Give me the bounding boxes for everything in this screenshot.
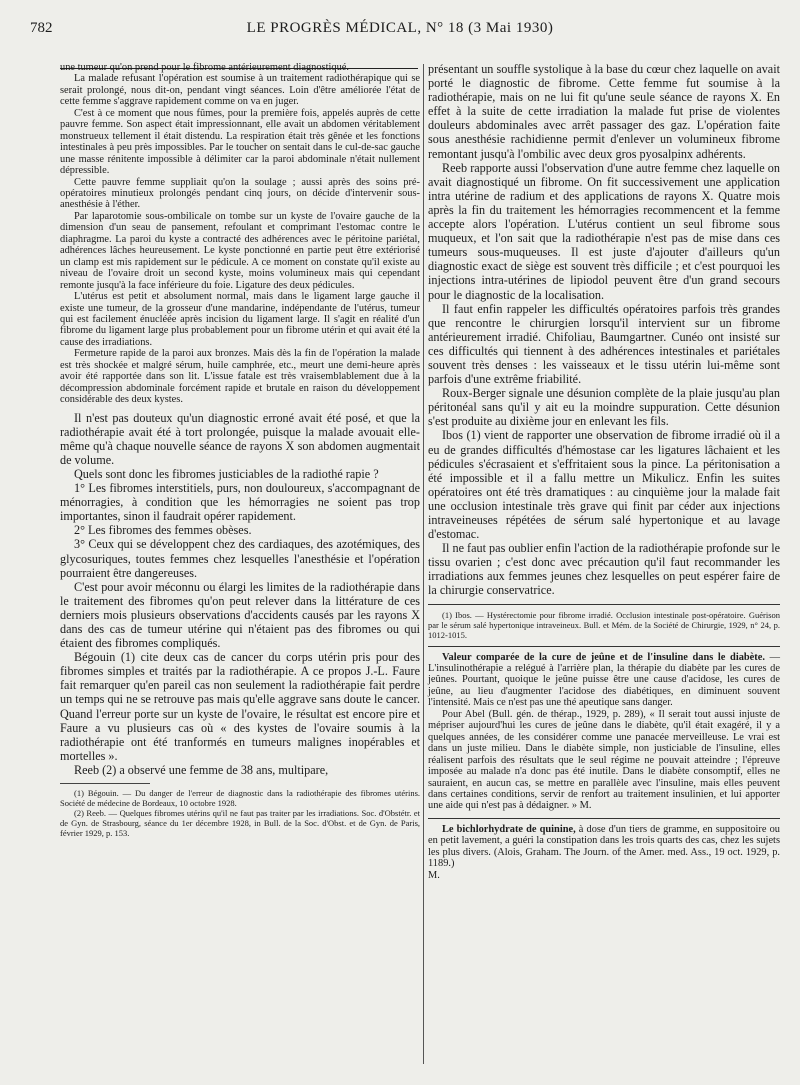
paragraph: C'est à ce moment que nous fûmes, pour la première fois, appelés auprès de cette pauvre femme. Son aspect était impressionnant, elle avait un abdomen véritablement monstrueux tellement il était distendu. La respiration était très gênée et les fonctions intestinales à peu près impossibles. Par le toucher on sentait dans le cul-de-sac gauche une masse rénitente impossible à délimiter car la paroi abdominale n'était nullement dépressible. bbox=[60, 107, 420, 177]
paragraph: Il ne faut pas oublier enfin l'action de la radiothérapie profonde sur le tissu ovarien ; c'est donc avec précaution qu'il faut recommander les irradiations aux femmes jeunes chez lesquelles on peut espérer faire de la chirurgie conservatrice. bbox=[428, 541, 780, 598]
paragraph: Reeb rapporte aussi l'observation d'une autre femme chez laquelle on avait diagnostiqué un fibrome. On fit successivement une application intra utérine de radium et des applications de rayons X. Quatre mois après la fin du traitement les hémorragies recommencent et la femme accepte alors l'opération. L'utérus contient un seul fibrome sous muqueux, et l'on sait que la radiothérapie n'est pas de mise dans ces tumeurs sous-muqueuses. Il est juste d'ajouter d'ailleurs qu'un diagnostic exact de siège est souvent très difficile ; et c'est pourquoi les injections intra-utérines de lipiodol peuvent être d'un grand secours pour le diagnostic de la localisation. bbox=[428, 160, 780, 302]
page-number: 782 bbox=[30, 20, 53, 36]
paragraph: Quels sont donc les fibromes justiciables de la radiothé rapie ? bbox=[74, 466, 379, 481]
footnote-rule bbox=[60, 783, 150, 784]
running-header bbox=[30, 20, 770, 40]
abstract-body: à dose d'un tiers de gramme, en suppositoire ou en petit lavement, a guéri la constipation dans les trois quarts des cas, chez les sujets les plus divers. (Alois, Graham. The Journ. of the Amer. med. Ass., 19 oct. 1929, p. 1189.) bbox=[428, 823, 780, 870]
section-rule bbox=[428, 646, 780, 647]
paragraph: une tumeur qu'on prend pour le fibrome antérieurement diagnostiqué. bbox=[60, 62, 349, 73]
paragraph: L'utérus est petit et absolument normal, mais dans le ligament large gauche il existe une tumeur, de la grosseur d'une mandarine, indépendante de l'utérus, tumeur qui est facilement énucléée après incision du ligament large. Il s'agit en réalité d'un fibrome du ligament large plus probablement pour un fibrome utérin et qui avait été la cause des irradiations. bbox=[60, 291, 420, 348]
paragraph: Ibos (1) vient de rapporter une observation de fibrome irradié où il a eu de grandes difficultés d'hémostase car les ligatures lâchaient et les pédicules s'écrasaient et s'effritaient sous la pince. La péritonisation a été impossible et il a fallu mettre un Mikulicz. Enfin les suites opératoires ont été très dramatiques : au cinquième jour la malade fait une occlusion intestinale très grave qui finit par céder aux injections intraveineuses répétées de sérum salé hypertonique et au lavage d'estomac. bbox=[428, 428, 780, 542]
footnote: (1) Bégouin. — Du danger de l'erreur de diagnostic dans la radiothérapie des fibromes utérins. Société de médecine de Bordeaux, 10 octobre 1928. bbox=[60, 788, 420, 809]
journal-title: LE PROGRÈS MÉDICAL, N° 18 (3 Mai 1930) bbox=[246, 20, 554, 36]
paragraph: C'est pour avoir méconnu ou élargi les limites de la radiothérapie dans le traitement des fibromes qu'on peut relever dans la littérature de ces derniers mois plusieurs observations d'accidents causés par les rayons X dans des cas de tumeur utérine qui n'étaient pas des fibromes ou qui étaient des fibromes compliqués. bbox=[60, 579, 420, 651]
paragraph: Par laparotomie sous-ombilicale on tombe sur un kyste de l'ovaire gauche de la dimension d'un seau de pansement, refoulant et comprimant l'estomac contre le diaphragme. La paroi du kyste a contracté des adhérences avec le péritoine pariétal, adhérences lâches heureusement. Le kyste ponctionné en partie peut être extériorisé un clamp est mis rapidement sur le pédicule. A ce moment on constate qu'il existe au niveau de l'ovaire droit un second kyste, moins volumineux mais qui cependant remonte jusqu'à la face inférieure du foie. Ligature des deux pédicules. bbox=[60, 210, 420, 291]
section-rule bbox=[428, 818, 780, 819]
right-column bbox=[428, 62, 780, 881]
paragraph: 2° Les fibromes des femmes obèses. bbox=[74, 523, 252, 538]
paragraph: Il faut enfin rappeler les difficultés opératoires parfois très grandes que rencontre le chirurgien lorsqu'il intervient sur un fibrome antérieurement irradié. Chifoliau, Baumgartner. Cunéo ont insisté sur ces difficultés qui tiennent à des adhérences intestinales et pariétales souvent très denses : les vaisseaux et le tissu utérin lui-même sont parfois d'une extrême friabilité. bbox=[428, 301, 780, 387]
paragraph: Bégouin (1) cite deux cas de cancer du corps utérin pris pour des fibromes simples et traités par la radiothérapie. A ce propos J.-L. Faure fait remarquer qu'en pareil cas non seulement la radiothérapie fait perdre un temps qui ne se retrouve pas mais qu'elle aggrave sans doute le cancer. Quand l'erreur porte sur un kyste de l'ovaire, le résultat est encore pire et Faure a vu plusieurs cas où « des kystes de l'ovaire soumis à la radiothérapie ont été tranformés en tumeurs malignes inopérables et mortelles ». bbox=[60, 650, 420, 763]
signature: M. bbox=[428, 869, 440, 881]
paragraph: Fermeture rapide de la paroi aux bronzes. Mais dès la fin de l'opération la malade est très shockée et malgré sérum, huile camphrée, etc., meurt une demi-heure après avoir été rapportée dans son lit. L'issue fatale est très vraisemblablement due à la décompression abdominale forcément rapide et brutale en raison du développement considérable des deux kystes. bbox=[60, 348, 420, 406]
abstract-quinine bbox=[428, 824, 780, 870]
paragraph: présentant un souffle systolique à la base du cœur chez laquelle on avait porté le diagnostic de fibrome. Cette femme fut soumise à la radiothérapie, mais on ne lui fit qu'une seule séance de rayons X. En effet à la suite de cette irradiation la malade fut prise de violentes douleurs abdominales avec arrêt passager des gaz. L'opération faite sous anesthésie rachidienne permit d'enlever un volumineux fibrome remontant jusqu'à l'ombilic avec deux gros pyosalpinx adhérents. bbox=[428, 62, 780, 161]
footnote: (2) Reeb. — Quelques fibromes utérins qu'il ne faut pas traiter par les irradiations. Soc. d'Obstétr. et de Gyn. de Strasbourg, séance du 1er décembre 1928, in Bull. de la Soc. d'Obst. et de Gyn. de Paris, février 1929, p. 153. bbox=[60, 808, 420, 839]
abstract-body-continued: Pour Abel (Bull. gén. de thérap., 1929, p. 289), « Il serait tout aussi injuste de mépriser aujourd'hui les cures de jeûne dans le diabète, qu'il était exagéré, il y a quelques années, de les considérer comme une panacée merveilleuse. Le vrai est dans un juste milieu. Dans le diabète simple, non justiciable de l'insuline, elles réalisent parfois des résultats que le seul régime ne pouvait atteindre ; l'épreuve imposée au malade n'a donc pas été inutile. Dans le diabète consomptif, elles ne sauraient, en aucun cas, se mettre en parallèle avec l'insuline, mais elles peuvent dans certaines conditions, servir de renfort au traitement insulinien, et lui apporter une aide qui n'est pas à dédaigner. » M. bbox=[428, 708, 780, 812]
left-column bbox=[60, 62, 420, 838]
paragraph: Il n'est pas douteux qu'un diagnostic erroné avait été posé, et que la radiothérapie avait été à tort prolongée, puisque la malade avouait elle-même qu'à chaque nouvelle séance de rayons X son abdomen augmentait de volume. bbox=[60, 410, 420, 467]
abstract-body: — L'insulinothérapie a relégué à l'arrière plan, la thérapie du diabète par les cures de jeûnes. Pourtant, quoique le jeûne puisse être une cause d'acidose, les cures de jeûne, au lieu d'augmenter l'acidose des diabétiques, en diminuent souvent l'intensité. Mais ce n'est pas une thé apeutique sans danger. bbox=[428, 651, 780, 709]
paragraph: La malade refusant l'opération est soumise à un traitement radiothérapique qui se serait prolongé, nous dit-on, pendant vingt séances. Loin d'être améliorée l'état de cette femme s'aggrave rapidement comme on va en juger. bbox=[60, 73, 420, 108]
paragraph: Roux-Berger signale une désunion complète de la plaie jusqu'au plan péritonéal sans qu'il y ait eu la moindre suppuration. Cette désunion s'est produite au dixième jour en enlevant les fils. bbox=[428, 386, 780, 429]
footnote: (1) Ibos. — Hystérectomie pour fibrome irradié. Occlusion intestinale post-opératoire. Guérison par le sérum salé hypertonique intraveineux. Bull. et Mém. de la Société de Chirurgie, 1929, n° 24, p. 1012-1015. bbox=[428, 609, 780, 640]
paragraph: 1° Les fibromes interstitiels, purs, non douloureux, s'accompagnant de ménorragies, à condition que les hémorragies ne soient pas trop importantes, sinon il faudrait opérer rapidement. bbox=[60, 481, 420, 524]
abstract-title: Le bichlorhydrate de quinine, bbox=[442, 823, 576, 835]
abstract-title: Valeur comparée de la cure de jeûne et de l'insuline dans le diabète. bbox=[442, 651, 765, 663]
column-separator bbox=[423, 64, 424, 1064]
footnote-rule bbox=[428, 604, 780, 605]
paragraph: 3° Ceux qui se développent chez des cardiaques, des azotémiques, des glycosuriques, toutes femmes chez lesquelles l'anesthésie et l'opération pourraient être dangereuses. bbox=[60, 537, 420, 580]
abstract-diabete bbox=[428, 652, 780, 709]
paragraph: Cette pauvre femme suppliait qu'on la soulage ; aussi après des soins pré-opératoires minutieux prolongés pendant cinq jours, on décide d'intervenir sous-anesthésie à l'éther. bbox=[60, 176, 420, 211]
paragraph: Reeb (2) a observé une femme de 38 ans, multipare, bbox=[74, 762, 329, 777]
